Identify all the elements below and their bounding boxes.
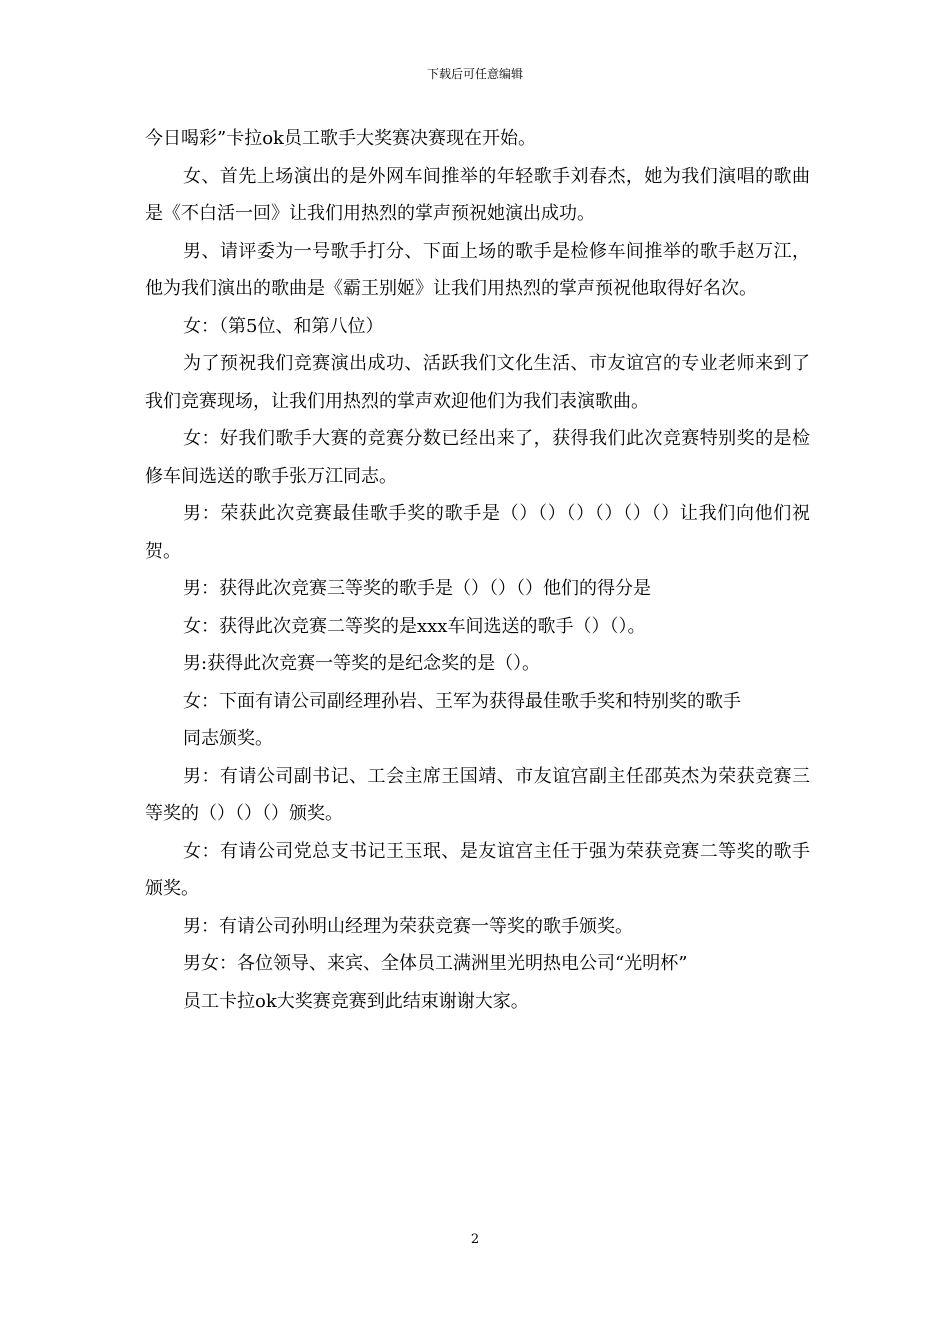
document-body (145, 120, 810, 1020)
paragraph-fifth-eighth: 女：（第5位、和第八位） (183, 315, 384, 337)
paragraph-second-prize-presenters: 女：有请公司党总支书记王玉珉、是友谊宫主任于强为荣获竞赛二等奖的歌手颁奖。 (145, 840, 810, 899)
page-header: 下载后可任意编辑 (426, 67, 523, 81)
paragraph-first-prize: 男:获得此次竞赛一等奖的是纪念奖的是（）。 (183, 653, 541, 674)
paragraph-second-singer: 男、请评委为一号歌手打分、下面上场的歌手是检修车间推举的歌手赵万江，他为我们演出的歌曲是《霸王别姬》让我们用热烈的掌声预祝他取得好名次。 (145, 240, 810, 299)
paragraph-second-prize: 女：获得此次竞赛二等奖的是xxx车间选送的歌手（）（）。 (183, 615, 646, 637)
paragraph-award-presenters: 女：下面有请公司副经理孙岩、王军为获得最佳歌手奖和特别奖的歌手 (183, 690, 741, 712)
paragraph-award-presenters-cont: 同志颁奖。 (183, 728, 273, 749)
paragraph-special-award: 女：好我们歌手大赛的竞赛分数已经出来了，获得我们此次竞赛特别奖的是检修车间选送的歌手张万江同志。 (145, 428, 810, 487)
paragraph-best-singer: 男：荣获此次竞赛最佳歌手奖的歌手是（）（）（）（）（）（）让我们向他们祝贺。 (145, 503, 810, 562)
paragraph-teacher-performance: 为了预祝我们竞赛演出成功、活跃我们文化生活、市友谊宫的专业老师来到了我们竞赛现场，让我们用热烈的掌声欢迎他们为我们表演歌曲。 (145, 353, 810, 412)
paragraph-first-prize-presenter: 男：有请公司孙明山经理为荣获竞赛一等奖的歌手颁奖。 (183, 915, 633, 937)
paragraph-third-prize: 男：获得此次竞赛三等奖的歌手是（）（）（）他们的得分是 (183, 578, 651, 599)
paragraph-opening: 今日喝彩”卡拉ok员工歌手大奖赛决赛现在开始。 (145, 128, 536, 149)
paragraph-closing-cont: 员工卡拉ok大奖赛竞赛到此结束谢谢大家。 (183, 990, 529, 1012)
paragraph-first-singer: 女、首先上场演出的是外网车间推举的年轻歌手刘春杰，她为我们演唱的歌曲是《不白活一回》让我们用热烈的掌声预祝她演出成功。 (145, 165, 810, 224)
paragraph-third-prize-presenters: 男：有请公司副书记、工会主席王国靖、市友谊宫副主任邵英杰为荣获竞赛三等奖的（）（）（）颁奖。 (145, 765, 810, 824)
paragraph-closing: 男女：各位领导、来宾、全体员工满洲里光明热电公司“光明杯” (183, 953, 688, 974)
page-number: 2 (470, 1232, 480, 1247)
